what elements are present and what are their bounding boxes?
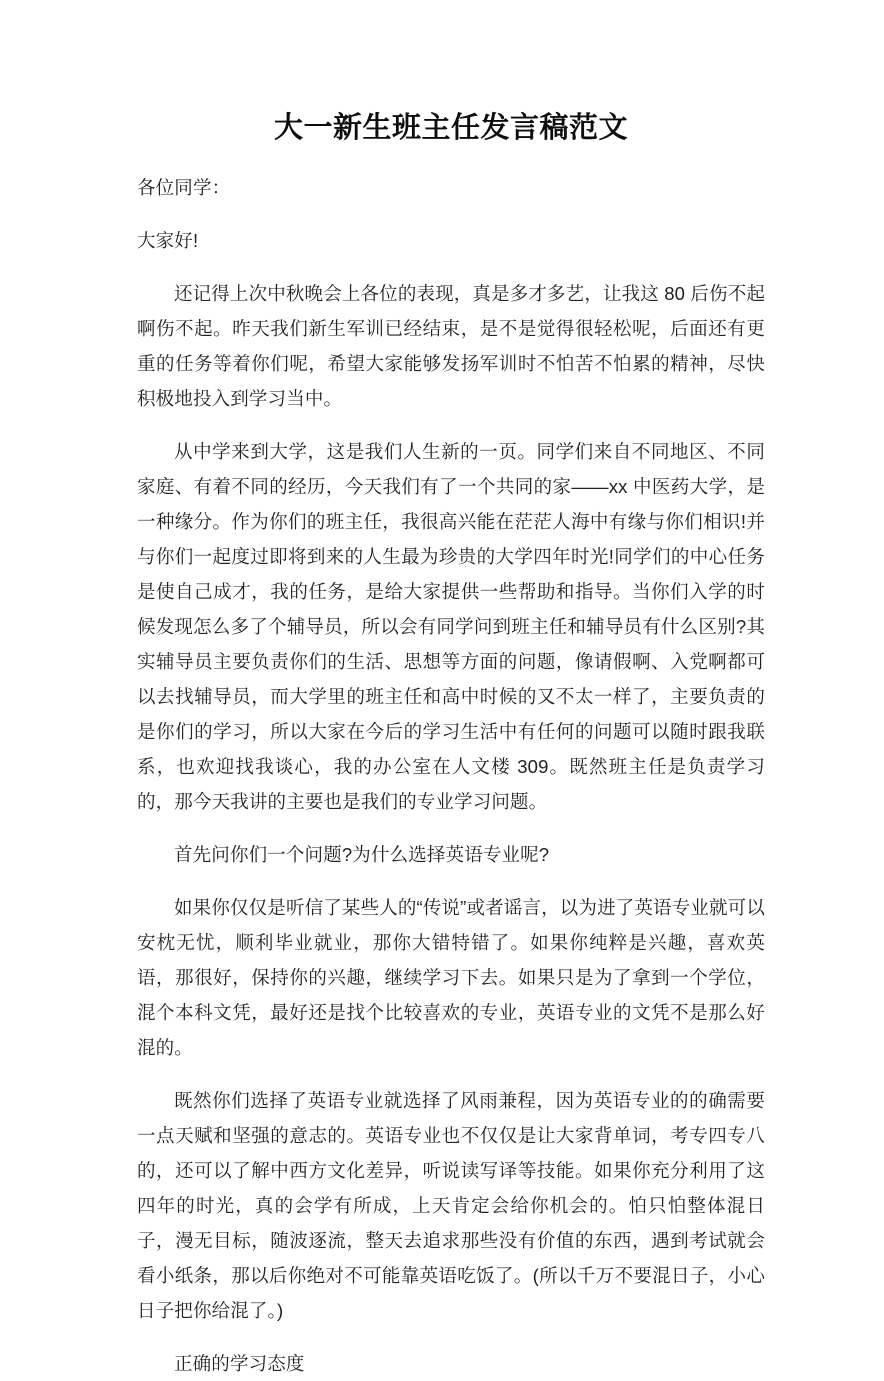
- paragraph-new-chapter-university: 从中学来到大学，这是我们人生新的一页。同学们来自不同地区、不同家庭、有着不同的经历，今天我们有了一个共同的家——xx 中医药大学，是一种缘分。作为你们的班主任，我很高兴能在茫茫人海中有缘与你们相识!并与你们一起度过即将到来的人生最为珍贵的大学四年时光!同学们的中心任务是使自己成才，我的任务，是给大家提供一些帮助和指导。当你们入学的时候发现怎么多了个辅导员，所以会有同学问到班主任和辅导员有什么区别?其实辅导员主要负责你们的生活、思想等方面的问题，像请假啊、入党啊都可以去找辅导员，而大学里的班主任和高中时候的又不太一样了，主要负责的是你们的学习，所以大家在今后的学习生活中有任何的问题可以随时跟我联系，也欢迎找我谈心，我的办公室在人文楼 309。既然班主任是负责学习的，那今天我讲的主要也是我们的专业学习问题。: [137, 441, 765, 812]
- spacer: [137, 205, 765, 223]
- spacer: [137, 148, 765, 170]
- spacer: [137, 1065, 765, 1083]
- spacer: [137, 1328, 765, 1346]
- document-body: [137, 0, 765, 1381]
- paragraph-talent-and-will: 既然你们选择了英语专业就选择了风雨兼程，因为英语专业的的确需要一点天赋和坚强的意志的。英语专业也不仅仅是让大家背单词，考专四专八的，还可以了解中西方文化差异，听说读写译等技能。如果你充分利用了这四年的时光，真的会学有所成，上天肯定会给你机会的。怕只怕整体混日子，漫无目标，随波逐流，整天去追求那些没有价值的东西，遇到考试就会看小纸条，那以后你绝对不可能靠英语吃饭了。(所以千万不要混日子，小心日子把你给混了。): [137, 1090, 765, 1321]
- paragraph-greeting: 大家好!: [137, 230, 199, 251]
- document-title: 大一新生班主任发言稿范文: [273, 112, 628, 144]
- paragraph-mid-autumn-recollection: 还记得上次中秋晚会上各位的表现，真是多才多艺，让我这 80 后伤不起啊伤不起。昨天我们新生军训已经结束，是不是觉得很轻松呢，后面还有更重的任务等着你们呢，希望大家能够发扬军训时不怕苦不怕累的精神，尽快积极地投入到学习当中。: [137, 283, 765, 409]
- spacer: [137, 258, 765, 276]
- paragraph-correct-study-attitude-heading: 正确的学习态度: [174, 1353, 305, 1374]
- spacer: [137, 872, 765, 890]
- spacer: [137, 819, 765, 837]
- paragraph-rumors-and-interest: 如果你仅仅是听信了某些人的“传说”或者谣言，以为进了英语专业就可以安枕无忧，顺利毕业就业，那你大错特错了。如果你纯粹是兴趣，喜欢英语，那很好，保持你的兴趣，继续学习下去。如果只是为了拿到一个学位，混个本科文凭，最好还是找个比较喜欢的专业，英语专业的文凭不是那么好混的。: [137, 897, 765, 1058]
- paragraph-salutation: 各位同学：: [137, 177, 231, 198]
- spacer: [137, 416, 765, 434]
- paragraph-question-why-english: 首先问你们一个问题?为什么选择英语专业呢?: [174, 844, 550, 865]
